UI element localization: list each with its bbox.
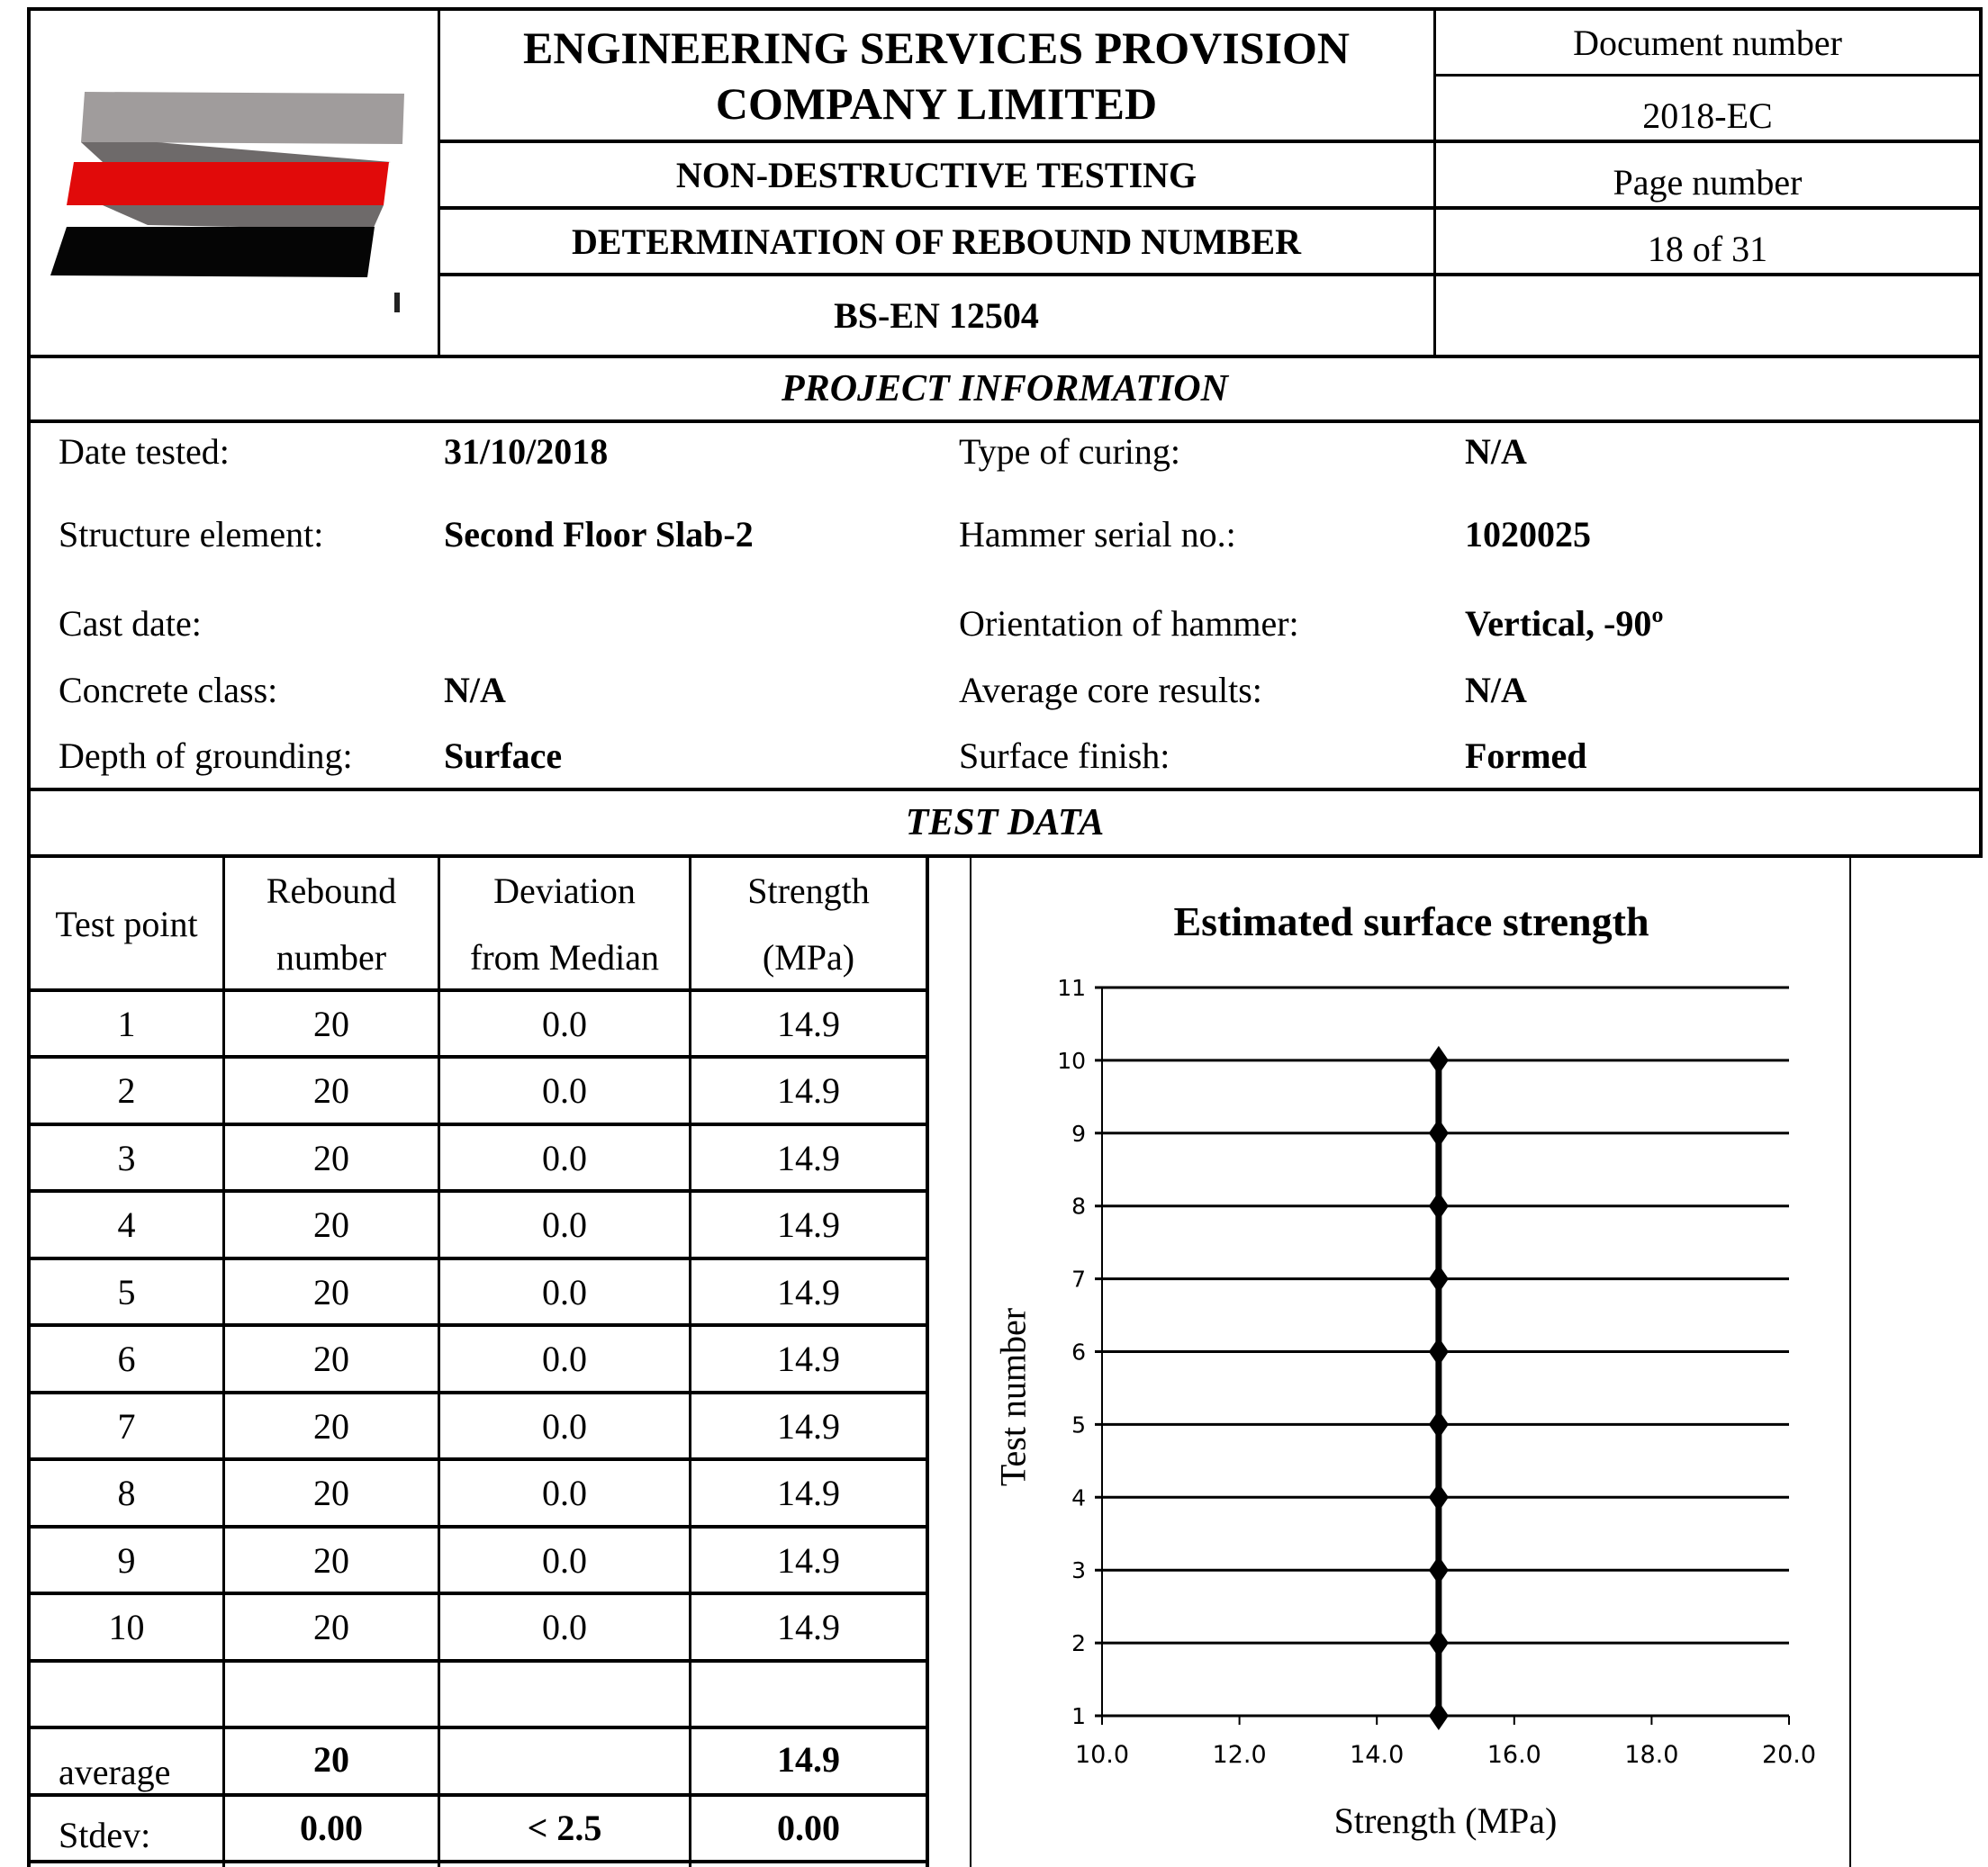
divider	[1433, 74, 1981, 77]
table-cell-rebound: 20	[313, 1539, 349, 1581]
table-cell-point: 5	[117, 1271, 136, 1312]
table-cell-strength: 14.9	[777, 1137, 840, 1178]
frame-right	[1979, 7, 1983, 856]
table-cell-rebound: 20	[313, 1070, 349, 1111]
table-cell-rebound: 20	[313, 1607, 349, 1647]
table-cell-rebound: 20	[313, 1271, 349, 1312]
row-line	[27, 1055, 929, 1059]
test-data-title: TEST DATA	[905, 802, 1105, 843]
table-cell-point: 2	[117, 1070, 136, 1111]
info-value-depth-of-grounding: Surface	[444, 735, 563, 776]
table-cell-point: 6	[117, 1339, 136, 1379]
y-tick-label: 7	[1071, 1266, 1086, 1293]
table-cell-rebound: 20	[313, 1204, 349, 1245]
table-cell-point: 8	[117, 1473, 136, 1513]
row-line	[27, 1659, 929, 1663]
info-value-hammer-serial: 1020025	[1465, 513, 1591, 555]
x-tick-label: 14.0	[1350, 1741, 1405, 1769]
company-logo	[49, 90, 409, 315]
table-cell-rebound: 20	[313, 1405, 349, 1447]
average-label: average	[59, 1751, 171, 1792]
x-tick-label: 10.0	[1074, 1741, 1130, 1769]
table-cell-strength: 14.9	[777, 1539, 840, 1581]
row-line	[27, 1189, 929, 1193]
y-tick-label: 5	[1071, 1412, 1086, 1439]
diamond-marker-icon	[1429, 1483, 1449, 1511]
table-cell-point: 10	[108, 1607, 145, 1647]
diamond-marker-icon	[1429, 1046, 1449, 1075]
diamond-marker-icon	[1429, 1265, 1449, 1294]
col-header-strength-l2: (MPa)	[762, 936, 855, 978]
table-cell-point: 4	[117, 1204, 136, 1245]
table-cell-deviation: 0.0	[542, 1339, 587, 1379]
col-header-deviation-l2: from Median	[470, 936, 659, 978]
y-tick-label: 3	[1071, 1557, 1086, 1584]
row-line	[27, 1457, 929, 1461]
col-header-rebound-l2: number	[276, 936, 387, 978]
y-tick-label: 2	[1071, 1630, 1086, 1657]
info-label-average-core: Average core results:	[959, 669, 1262, 710]
chart-x-axis-label: Strength (MPa)	[1333, 1799, 1558, 1841]
diamond-marker-icon	[1429, 1410, 1449, 1439]
subtitle-rebound: DETERMINATION OF REBOUND NUMBER	[571, 221, 1302, 262]
col-header-rebound-l1: Rebound	[266, 870, 397, 911]
diamond-marker-icon	[1429, 1556, 1449, 1584]
col-header-deviation-l1: Deviation	[493, 870, 636, 911]
table-cell-deviation: 0.0	[542, 1137, 587, 1178]
info-value-surface-finish: Formed	[1465, 735, 1587, 776]
info-value-structure-element: Second Floor Slab-2	[444, 513, 754, 555]
table-cell-point: 1	[117, 1003, 136, 1044]
stdev-label: Stdev:	[59, 1814, 151, 1855]
info-label-type-of-curing: Type of curing:	[959, 430, 1181, 472]
col-header-strength-l1: Strength	[747, 870, 870, 911]
table-cell-deviation: 0.0	[542, 1405, 587, 1447]
y-tick-label: 6	[1071, 1339, 1086, 1366]
y-tick-label: 8	[1071, 1193, 1086, 1220]
table-cell-deviation: 0.0	[542, 1204, 587, 1245]
page-number-label: Page number	[1613, 161, 1803, 203]
table-cell-strength: 14.9	[777, 1473, 840, 1513]
col-header-test-point: Test point	[55, 904, 198, 944]
diamond-marker-icon	[1429, 1701, 1449, 1730]
table-cell-strength: 14.9	[777, 1339, 840, 1379]
info-label-concrete-class: Concrete class:	[59, 669, 278, 710]
y-tick-label: 10	[1057, 1047, 1086, 1074]
diamond-marker-icon	[1429, 1628, 1449, 1657]
info-value-orientation: Vertical, -90º	[1465, 602, 1664, 644]
stdev-strength: 0.00	[777, 1807, 840, 1848]
row-line	[27, 1323, 929, 1327]
company-name-line2: COMPANY LIMITED	[715, 77, 1158, 129]
info-value-type-of-curing: N/A	[1465, 430, 1527, 472]
info-value-concrete-class: N/A	[444, 669, 506, 710]
table-cell-deviation: 0.0	[542, 1271, 587, 1312]
page-number-value: 18 of 31	[1647, 228, 1768, 269]
info-label-surface-finish: Surface finish:	[959, 735, 1170, 776]
table-cell-rebound: 20	[313, 1003, 349, 1044]
table-col-line	[926, 856, 929, 1867]
table-cell-deviation: 0.0	[542, 1539, 587, 1581]
y-tick-label: 1	[1071, 1703, 1086, 1729]
table-cell-point: 7	[117, 1405, 136, 1447]
col-header-rebound	[225, 858, 438, 990]
row-line	[27, 1860, 929, 1863]
average-strength: 14.9	[777, 1738, 840, 1780]
average-deviation	[440, 1728, 689, 1790]
average-rebound: 20	[313, 1738, 349, 1780]
doc-number-value: 2018-EC	[1642, 95, 1773, 136]
diamond-marker-icon	[1429, 1338, 1449, 1366]
diamond-marker-icon	[1429, 1192, 1449, 1221]
table-cell-strength: 14.9	[777, 1607, 840, 1647]
table-cell-deviation: 0.0	[542, 1473, 587, 1513]
subtitle-ndt: NON-DESTRUCTIVE TESTING	[675, 154, 1197, 195]
table-cell-strength: 14.9	[777, 1070, 840, 1111]
table-cell-deviation: 0.0	[542, 1070, 587, 1111]
company-name	[439, 11, 1433, 140]
table-cell-rebound: 20	[313, 1339, 349, 1379]
row-line	[27, 1592, 929, 1595]
table-cell-strength: 14.9	[777, 1204, 840, 1245]
info-value-date-tested: 31/10/2018	[444, 430, 609, 472]
diamond-marker-icon	[1429, 1119, 1449, 1148]
table-cell-point: 9	[117, 1539, 136, 1581]
table-cell-deviation: 0.0	[542, 1607, 587, 1647]
standard-code: BS-EN 12504	[834, 295, 1039, 336]
table-cell-point: 3	[117, 1137, 136, 1178]
chart-box-left	[970, 856, 971, 1867]
stdev-rebound: 0.00	[300, 1807, 363, 1848]
chart-title: Estimated surface strength	[1173, 897, 1649, 944]
info-value-average-core: N/A	[1465, 669, 1527, 710]
chart-y-axis-label-text: Test number	[992, 1307, 1034, 1487]
info-label-cast-date: Cast date:	[59, 602, 202, 644]
table-cell-strength: 14.9	[777, 1271, 840, 1312]
stdev-deviation: < 2.5	[527, 1807, 602, 1848]
x-tick-label: 16.0	[1486, 1741, 1541, 1769]
table-cell-strength: 14.9	[777, 1405, 840, 1447]
col-header-deviation	[440, 858, 689, 990]
doc-number-label: Document number	[1573, 22, 1842, 63]
table-cell-deviation: 0.0	[542, 1003, 587, 1044]
x-tick-label: 12.0	[1212, 1741, 1267, 1769]
info-label-depth-of-grounding: Depth of grounding:	[59, 735, 353, 776]
company-name-line1: ENGINEERING SERVICES PROVISION	[523, 22, 1350, 73]
y-tick-label: 4	[1071, 1484, 1086, 1511]
table-cell-rebound: 20	[313, 1473, 349, 1513]
x-tick-label: 20.0	[1761, 1741, 1817, 1769]
x-tick-label: 18.0	[1624, 1741, 1679, 1769]
y-tick-label: 11	[1057, 975, 1086, 1001]
table-cell-rebound: 20	[313, 1137, 349, 1178]
table-cell-strength: 14.9	[777, 1003, 840, 1044]
info-label-date-tested: Date tested:	[59, 430, 230, 472]
info-label-hammer-serial: Hammer serial no.:	[959, 513, 1236, 555]
col-header-strength	[691, 858, 926, 990]
info-label-orientation: Orientation of hammer:	[959, 602, 1299, 644]
project-info-title: PROJECT INFORMATION	[782, 368, 1228, 410]
strength-chart	[972, 954, 1850, 1782]
y-tick-label: 9	[1071, 1120, 1086, 1147]
info-label-structure-element: Structure element:	[59, 513, 324, 555]
